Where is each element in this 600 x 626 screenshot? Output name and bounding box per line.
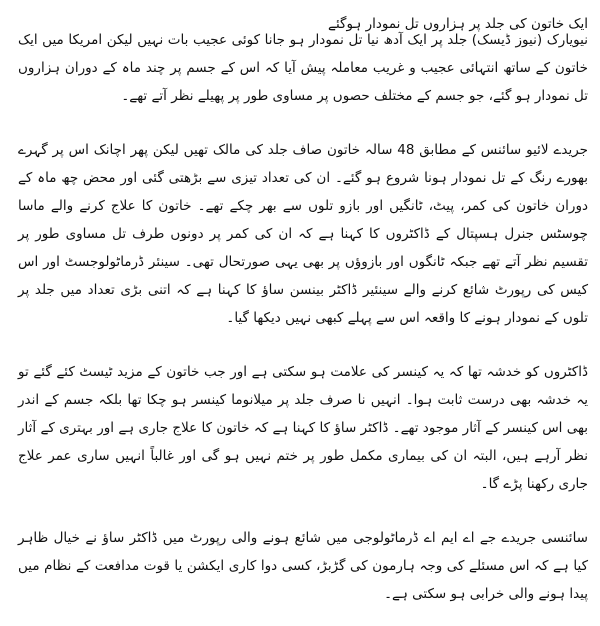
article-body: [18, 26, 588, 608]
article-paragraph: سائنسی جریدے جے اے ایم اے ڈرماٹولوجی میں شائع ہونے والی رپورٹ میں ڈاکٹر ساؤ نے خیال ظاہر کیا ہے کہ اس مسئلے کی وجہ ہارمون کی گڑبڑ، کسی دوا کاری ایکشن یا قوت مدافعت کے نظام میں پیدا ہونے والی خرابی ہو سکتی ہے۔: [18, 530, 588, 602]
article-paragraph: جریدے لائیو سائنس کے مطابق 48 سالہ خاتون صاف جلد کی مالک تھیں لیکن پھر اچانک اس پر گہرے بھورے رنگ کے تل نمودار ہونا شروع ہو گئے۔ ان کی تعداد تیزی سے بڑھتی گئی اور محض چھ ماہ کے دوران خاتون کی کمر، پیٹ، ٹانگیں اور بازو تلوں سے بھر چکے تھے۔ خاتون کا علاج کرنے والے ماسا چوسٹس جنرل ہسپتال کے ڈاکٹروں کا کہنا ہے کہ ان کی کمر پر دونوں طرف تل مساوی طور پر تقسیم نظر آتے تھے جبکہ ٹانگوں اور بازوؤں پر بھی یہی صورتحال تھی۔ سینئر ڈرماٹولوجسٹ اور اس کیس کی رپورٹ شائع کرنے والے سینئیر ڈاکٹر بینسن ساؤ کا کہنا ہے کہ اتنی بڑی تعداد میں جلد پر تلوں کے نمودار ہونے کا واقعہ اس سے پہلے کبھی نہیں دیکھا گیا۔: [18, 142, 589, 326]
article-paragraph: ڈاکٹروں کو خدشہ تھا کہ یہ کینسر کی علامت ہو سکتی ہے اور جب خاتون کے مزید ٹیسٹ کئے گئے تو یہ خدشہ بھی درست ثابت ہوا۔ انہیں نا صرف جلد پر میلانوما کینسر ہو چکا تھا بلکہ جسم کے اندر بھی اس کینسر کے آثار موجود تھے۔ ڈاکٹر ساؤ کا کہنا ہے کہ خاتون کا علاج جاری ہے اور بہتری کے آثار نظر آرہے ہیں، البتہ ان کی بیماری مکمل طور پر ختم نہیں ہو گی اور غالباً انہیں ساری عمر علاج جاری رکھنا پڑے گا۔: [18, 364, 588, 492]
partial-top-line: ایک خاتون کی جلد پر ہزاروں تل نمودار ہوگئے: [328, 16, 588, 32]
article-page: [0, 16, 600, 626]
article-paragraph: نیویارک (نیوز ڈیسک) جلد پر ایک آدھ نیا تل نمودار ہو جانا کوئی عجیب بات نہیں لیکن امریکا میں ایک خاتون کے ساتھ انتہائی عجیب و غریب معاملہ پیش آیا کہ اس کے جسم پر چند ماہ کے دوران ہزاروں تل نمودار ہو گئے، جو جسم کے مختلف حصوں پر مساوی طور پر پھیلے نظر آتے تھے۔: [18, 32, 588, 104]
